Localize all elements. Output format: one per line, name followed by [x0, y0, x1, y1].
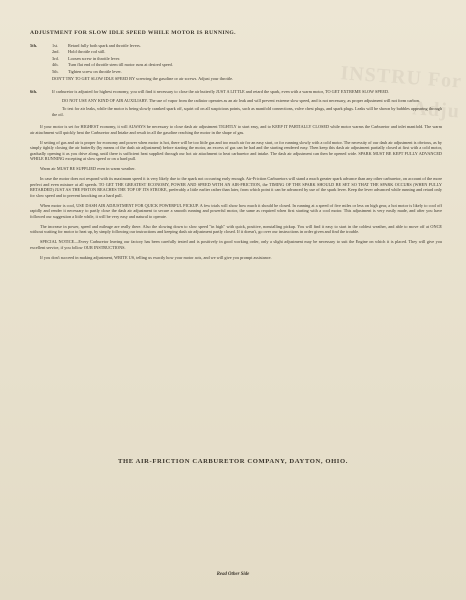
- company-name: THE AIR-FRICTION CARBURETOR COMPANY, DAYTON, OHIO.: [118, 458, 348, 465]
- paragraph: In case the motor does not respond with its maximum speed it is very likely due to the spark not occurring early enough. Air-Friction Carburetors will stand a much greater spark advance than any other carburetor, on account of the more perfect and even mixture at all speeds. TO GET THE GREATEST ECONOMY, POWER AND SPEED WITH AN AIR-FRICTION, the TIMING OF THE SPARK SHOULD BE SET SO THAT THE SPARK OCCURS (WHEN FULLY RETARDED) JUST AS THE PISTON REACHES THE TOP OF ITS STROKE, preferably a little earlier rather than later, from which point it can be advanced by use of the spark lever. Keep the lever advanced while running and retard only for slow speed and to prevent knocking on a hard pull.: [30, 176, 442, 198]
- paragraph: If you don't succeed in making adjustment, WRITE US, telling us exactly how your motor acts, and we will give you prompt assistance.: [40, 254, 272, 260]
- section-5-body: [52, 43, 442, 82]
- step-text: Tighten screw on throttle lever.: [68, 68, 122, 74]
- step-text: Loosen screw in throttle lever.: [68, 55, 121, 61]
- step-text: Retard fully both spark and throttle levers.: [68, 43, 141, 48]
- section-6-number: 6th.: [30, 89, 38, 95]
- step-row: [52, 69, 442, 75]
- show-through-text: INSTRU For Adju: [339, 62, 463, 123]
- slow-idle-warning: DON'T TRY TO GET SLOW IDLE SPEED BY screwing the gasoline or air screws. Adjust your throttle.: [52, 76, 234, 82]
- step-text: Turn flat end of throttle stem till motor runs at desired speed.: [68, 62, 173, 68]
- document-content: [30, 30, 442, 265]
- body-text: [30, 124, 442, 260]
- section-5: [30, 43, 442, 82]
- paragraph: DO NOT USE ANY KIND OF AIR AUXILIARY. The use of vapor from the radiator operates as an air leak and will prevent extreme slow speed, and is not necessary, as proper adjustment will not form carbon.: [62, 97, 420, 103]
- paragraph: The increase in power, speed and mileage are really there. Also the slowing down to slow speed "in high" with quick, positive, nonstalling pickup. You will find it easy to start in the coldest weather, and able to move off at ONCE without waiting for motor to heat up, by simply following our instructions and keeping dash air adjustment partly closed. If it doesn't, go over our instructions in order given and find the trouble.: [30, 223, 442, 235]
- paragraph: To test for air leaks, while the motor is being slowly cranked spark off, squirt oil on all suspicious points, such as manifold connections, valve chest plugs, and spark plugs. Leaks will be shown by bubbles appearing through the oil.: [52, 106, 442, 117]
- step-number: 2nd.: [52, 49, 60, 55]
- paragraph: If setting of gas and air is proper for economy and power when motor is hot, there will be too little gas and too much air for an easy start, or for running slowly with a cold motor. The necessity of our dash air adjustment is obvious, as by simply tightly closing the air butterfly (by means of the dash air adjustment) before starting the motor, an excess of gas can be had and the starting rendered easy. Then keep this dash air adjustment partially closed at first with a cold motor, gradually opening it as you drive along, until there is sufficient heat supplied through our hot air attachment to heat carburetor and intake. The dash air adjustment can then be opened wide. SPARK MUST BE KEPT FULLY ADVANCED WHILE RUNNING excepting at slow speed or on a hard pull.: [30, 139, 442, 162]
- special-notice: SPECIAL NOTICE—Every Carburetor leaving our factory has been carefully tested and is positively in good working order, only a slight adjustment may be necessary to suit the Engine on which it is placed. They will give you excellent service, if you follow OUR INSTRUCTIONS.: [30, 239, 442, 250]
- step-number: 3rd.: [52, 55, 59, 61]
- paragraph: Warm air MUST BE SUPPLIED even in warm weather.: [40, 166, 136, 172]
- step-number: 5th.: [52, 68, 59, 74]
- paragraph: If carburetor is adjusted for highest economy, you will find it necessary to close the air butterfly JUST A LITTLE and retard the spark, even with a warm motor, TO GET EXTREME SLOW SPEED.: [52, 89, 390, 95]
- paragraph: If your motor is set for HIGHEST economy, it will ALWAYS be necessary to close dash air adjustment TIGHTLY to start easy, and to KEEP IT PARTIALLY CLOSED while motor warms the Carburetor and inlet manifold. The warm air attachment will quickly heat the Carburetor and Intake and result in all the gasoline reaching the motor in the shape of gas.: [30, 124, 442, 135]
- step-text: Hold throttle rod still.: [68, 49, 106, 55]
- section-heading: ADJUSTMENT FOR SLOW IDLE SPEED WHILE MOTOR IS RUNNING.: [30, 30, 236, 36]
- paragraph: When motor is cool, USE DASH AIR ADJUSTMENT FOR QUICK POWERFUL PICKUP. A few trials will show how much it should be closed. In running at a speed of five miles or less on high gear, a hot motor is likely to cool off rapidly and render it necessary to partly close the dash air adjustment to secure a smooth running and powerful motor, the same as required when first starting with a cool motor. This adjustment is very easily made, and after you have followed our suggestion a little while, it will be very easy and natural to operate.: [30, 202, 442, 219]
- read-other-side-note: Read Other Side: [216, 572, 250, 577]
- step-number: 4th.: [52, 62, 59, 68]
- step-number: 1st.: [52, 43, 59, 48]
- section-5-number: 5th.: [30, 43, 38, 48]
- section-6-body: [52, 89, 442, 120]
- section-6: [30, 89, 442, 120]
